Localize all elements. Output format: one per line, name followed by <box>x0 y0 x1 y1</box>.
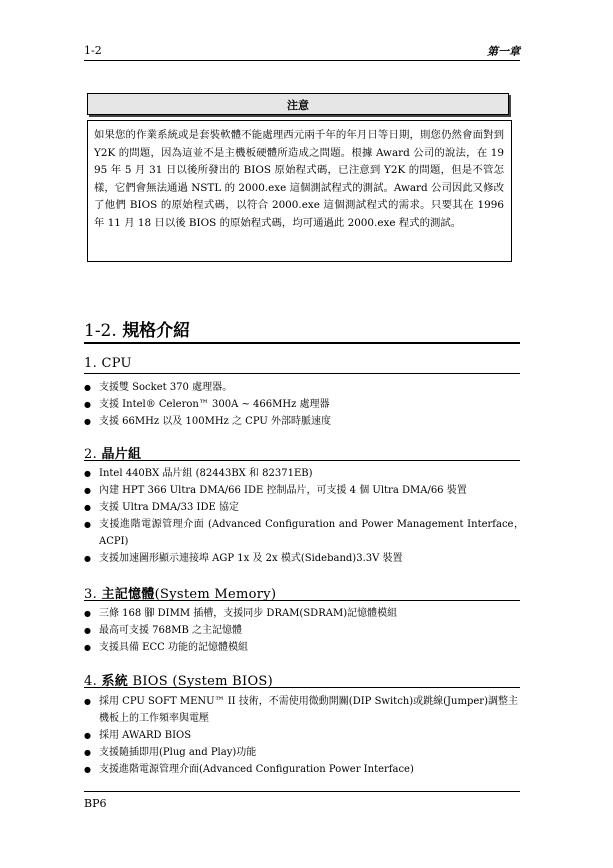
group-rule <box>84 460 520 461</box>
group-rule <box>84 687 520 688</box>
group-heading-cpu: 1. CPU <box>84 356 132 371</box>
list-item: ● 三條 168 腳 DIMM 插槽，支援同步 DRAM(SDRAM)記憶體模組 <box>84 605 524 622</box>
chipset-list <box>84 465 524 567</box>
section-heading <box>84 316 190 341</box>
list-item: ● 支援 66MHz 以及 100MHz 之 CPU 外部時脈速度 <box>84 413 524 430</box>
list-item: ● 支援 Ultra DMA/33 IDE 協定 <box>84 499 524 516</box>
list-item: ● 支援進階電源管理介面(Advanced Configuration Power Interface) <box>84 761 524 778</box>
list-item: ● 最高可支援 768MB 之主記憶體 <box>84 622 524 639</box>
list-item: ● 採用 CPU SOFT MENU™ II 技術，不需使用微動開關(DIP Switch)或跳線(Jumper)調整主機板上的工作頻率與電壓 <box>84 693 524 727</box>
list-item: ● 支援雙 Socket 370 處理器。 <box>84 379 524 396</box>
section-rule <box>84 342 520 344</box>
list-item: ● 支援隨插即用(Plug and Play)功能 <box>84 744 524 761</box>
section-number: 1-2. <box>84 321 117 341</box>
footer-rule <box>84 791 520 792</box>
note-box <box>87 120 512 262</box>
header-rule <box>84 60 520 61</box>
cpu-list <box>84 379 524 430</box>
group-rule <box>84 600 520 601</box>
footer-label: BP6 <box>84 797 107 810</box>
group-heading-bios: 4. 系統 BIOS (System BIOS) <box>84 674 273 689</box>
list-item: ● 支援 Intel® Celeron™ 300A ~ 466MHz 處理器 <box>84 396 524 413</box>
bios-list <box>84 693 524 778</box>
note-title: 注意 <box>287 99 309 112</box>
list-item: ● 採用 AWARD BIOS <box>84 727 524 744</box>
list-item: ● 內建 HPT 366 Ultra DMA/66 IDE 控制晶片，可支援 4 個 Ultra DMA/66 裝置 <box>84 482 524 499</box>
list-item: ● 支援進階電源管理介面 (Advanced Configuration and Power Management Interface，ACPI) <box>84 516 524 550</box>
page-number: 1-2 <box>84 44 102 57</box>
note-body: 如果您的作業系統或是套裝軟體不能處理西元兩千年的年月日等日期，則您仍然會面對到 Y2K 的問題，因為這並不是主機板硬體所造成之問題。根據 Award 公司的說法，在 1995 年 5 月 31 日以後所發出的 BIOS 原始程式碼，已注意到 Y2K 的問題，但是不管怎樣，它們會無法通過 NSTL 的 2000.exe 這個測試程式的測試。Award 公司因此又修改了他們 BIOS 的原始程式碼，以符合 2000.exe 這個測試程式的需求。只要其在 1996 年 11 月 18 日以後 BIOS 的原始程式碼，均可通過此 2000.exe 程式的測試。 <box>94 129 504 229</box>
list-item: ● 支援具備 ECC 功能的記憶體模組 <box>84 639 524 656</box>
group-heading-memory: 3. 主記憶體(System Memory) <box>84 587 277 602</box>
list-item: ● 支援加速圖形顯示連接埠 AGP 1x 及 2x 模式(Sideband)3.3V 裝置 <box>84 550 524 567</box>
section-title: 規格介紹 <box>122 321 191 341</box>
note-title-box <box>87 93 509 115</box>
memory-list <box>84 605 524 656</box>
group-heading-chipset: 2. 晶片組 <box>84 447 142 462</box>
group-rule <box>84 373 520 374</box>
chapter-label: 第一章 <box>487 45 520 58</box>
list-item: ● Intel 440BX 晶片組 (82443BX 和 82371EB) <box>84 465 524 482</box>
